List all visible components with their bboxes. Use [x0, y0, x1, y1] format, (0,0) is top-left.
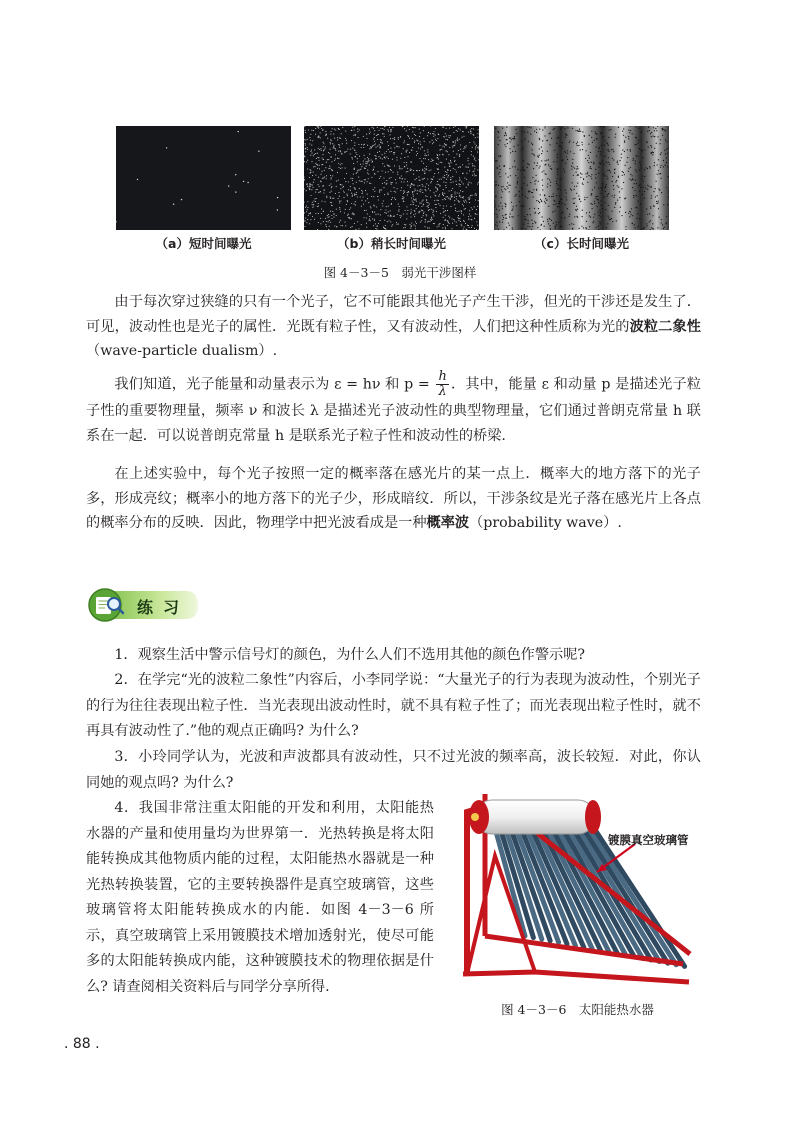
subcaption-a: （a）短时间曝光: [155, 236, 252, 251]
exercise-question-2: 2．在学完“光的波粒二象性”内容后，小李同学说：“大量光子的行为表现为波动性，个别光子的行为往往表现出粒子性．当光表现出波动性时，就不具有粒子性了；而光表现出粒子性时，就不再具有波动性了.”他的观点正确吗? 为什么?: [86, 672, 701, 739]
photo-short-exposure: [116, 126, 291, 230]
fraction-h-over-lambda: $\frac{h}{\lambda}$: [438, 369, 447, 399]
paragraph-wave-particle: 由于每次穿过狭缝的只有一个光子，它不可能跟其他光子产生干涉，但光的干涉还是发生了．可见，波动性也是光子的属性．光既有粒子性，又有波动性，人们把这种性质称为光的波粒二象性（wave-particle dualism）.: [86, 294, 701, 359]
exercise-title: 练习: [137, 598, 190, 617]
term-wave-particle-dualism: 波粒二象性: [629, 318, 701, 335]
exercise-question-1: 1．观察生活中警示信号灯的颜色，为什么人们不选用其他的颜色作警示呢?: [114, 647, 586, 663]
term-probability-wave: 概率波: [426, 515, 470, 531]
subcaption-b: （b）稍长时间曝光: [337, 236, 446, 251]
solar-water-heater-image: [455, 786, 700, 988]
page-number: . 88 .: [64, 1036, 100, 1052]
paragraph-probability-wave: 在上述实验中，每个光子按照一定的概率落在感光片的某一点上．概率大的地方落下的光子多，形成亮纹；概率小的地方落下的光子少，形成暗纹．所以，干涉条纹是光子落在感光片上各点的概率分布的反映．因此，物理学中把光波看成是一种概率波（probability wave）.: [86, 466, 701, 531]
magnifier-icon: [101, 594, 125, 618]
exercise-question-3: 3．小玲同学认为，光波和声波都具有波动性，只不过光波的频率高，波长较短．对此，你认同她的观点吗? 为什么?: [86, 749, 701, 791]
subcaption-c: （c）长时间曝光: [534, 236, 629, 251]
photo-medium-exposure: [304, 126, 479, 230]
photo-long-exposure: [494, 126, 669, 230]
figure-caption-4-3-5: 图 4－3－5 弱光干涉图样: [323, 265, 477, 280]
paragraph-photon-energy: 我们知道，光子能量和动量表示为 ε = hν 和 p = $\frac{h}{\lambda}$ ．其中，能量 ε 和动量 p 是描述光子粒子性的重要物理量，频率 ν 和波长 λ 是描述光子波动性的典型物理量，它们通过普朗克常量 h 联系在一起．可以说普朗克常量 h 是联系光子粒子性和波动性的桥梁.: [86, 369, 701, 444]
figure-caption-4-3-6: 图 4－3－6 太阳能热水器: [501, 1002, 654, 1017]
exercise-question-4: 4．我国非常注重太阳能的开发和利用，太阳能热水器的产量和使用量均为世界第一．光热转换是将太阳能转换成其他物质内能的过程，太阳能热水器就是一种光热转换装置，它的主要转换器件是真空玻璃管，这些玻璃管将太阳能转换成水的内能．如图 4－3－6 所示，真空玻璃管上采用镀膜技术增加透射光，使尽可能多的太阳能转换成内能，这种镀膜技术的物理依据是什么? 请查阅相关资料后与同学分享所得.: [86, 800, 434, 995]
coated-tube-label: 镀膜真空玻璃管: [608, 833, 689, 847]
